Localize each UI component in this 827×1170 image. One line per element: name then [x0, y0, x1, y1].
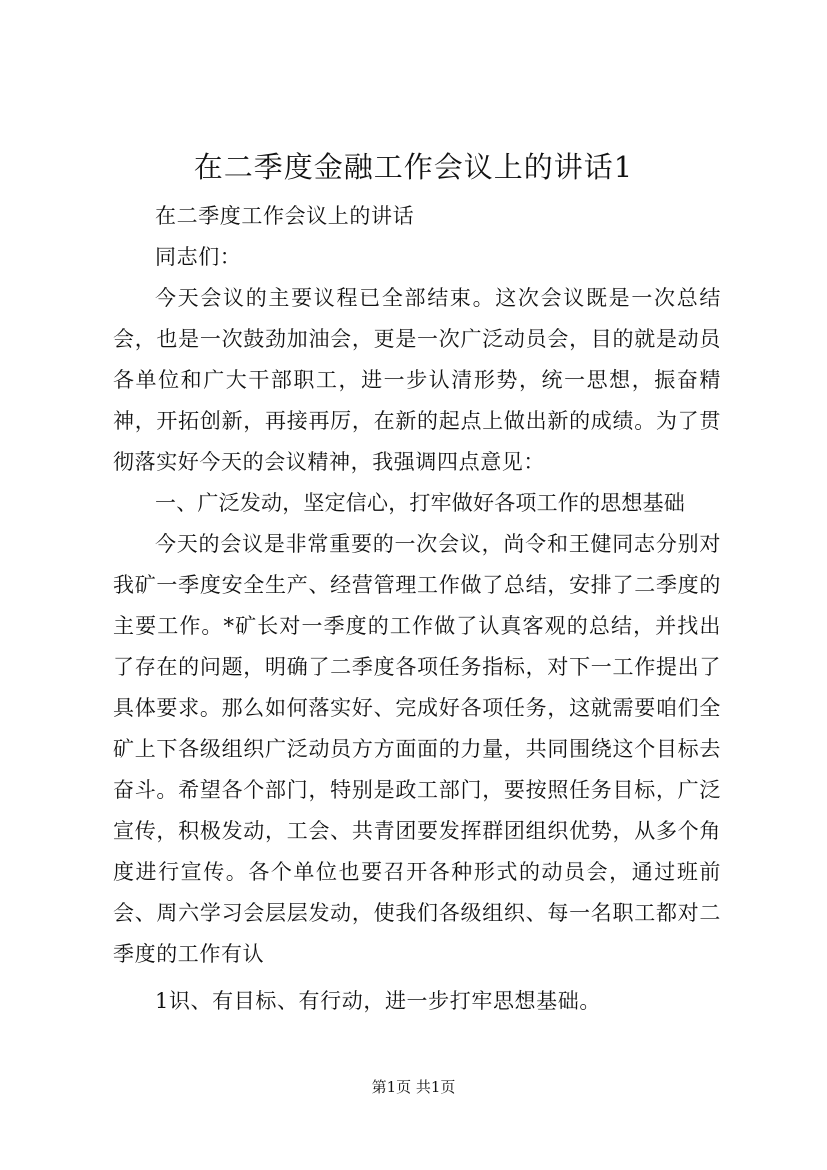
page-footer: 第1页 共1页	[371, 1078, 456, 1096]
paragraph-subtitle: 在二季度工作会议上的讲话	[155, 204, 415, 228]
paragraph-section-body: 今天的会议是非常重要的一次会议，尚令和王健同志分别对我矿一季度安全生产、经营管理工作做了总结，安排了二季度的主要工作。*矿长对一季度的工作做了认真客观的总结，并找出了存在的问题，明确了二季度各项任务指标，对下一工作提出了具体要求。那么如何落实好、完成好各项任务，这就需要咱们全矿上下各级组织广泛动员方方面面的力量，共同围绕这个目标去奋斗。希望各个部门，特别是政工部门，要按照任务目标，广泛宣传，积极发动，工会、共青团要发挥群团组织优势，从多个角度进行宣传。各个单位也要召开各种形式的动员会，通过班前会、周六学习会层层发动，使我们各级组织、每一名职工都对二季度的工作有认	[113, 532, 721, 966]
document-title: 在二季度金融工作会议上的讲话1	[193, 150, 634, 184]
paragraph-section-heading: 一、广泛发动，坚定信心，打牢做好各项工作的思想基础	[155, 491, 685, 515]
document-body	[113, 196, 721, 1022]
paragraph-salutation: 同志们：	[155, 245, 242, 269]
paragraph-continuation: 1识、有目标、有行动，进一步打牢思想基础。	[155, 989, 601, 1013]
paragraph-opening: 今天会议的主要议程已全部结束。这次会议既是一次总结会，也是一次鼓劲加油会，更是一次广泛动员会，目的就是动员各单位和广大干部职工，进一步认清形势，统一思想，振奋精神，开拓创新，再接再厉，在新的起点上做出新的成绩。为了贯彻落实好今天的会议精神，我强调四点意见：	[113, 286, 721, 474]
